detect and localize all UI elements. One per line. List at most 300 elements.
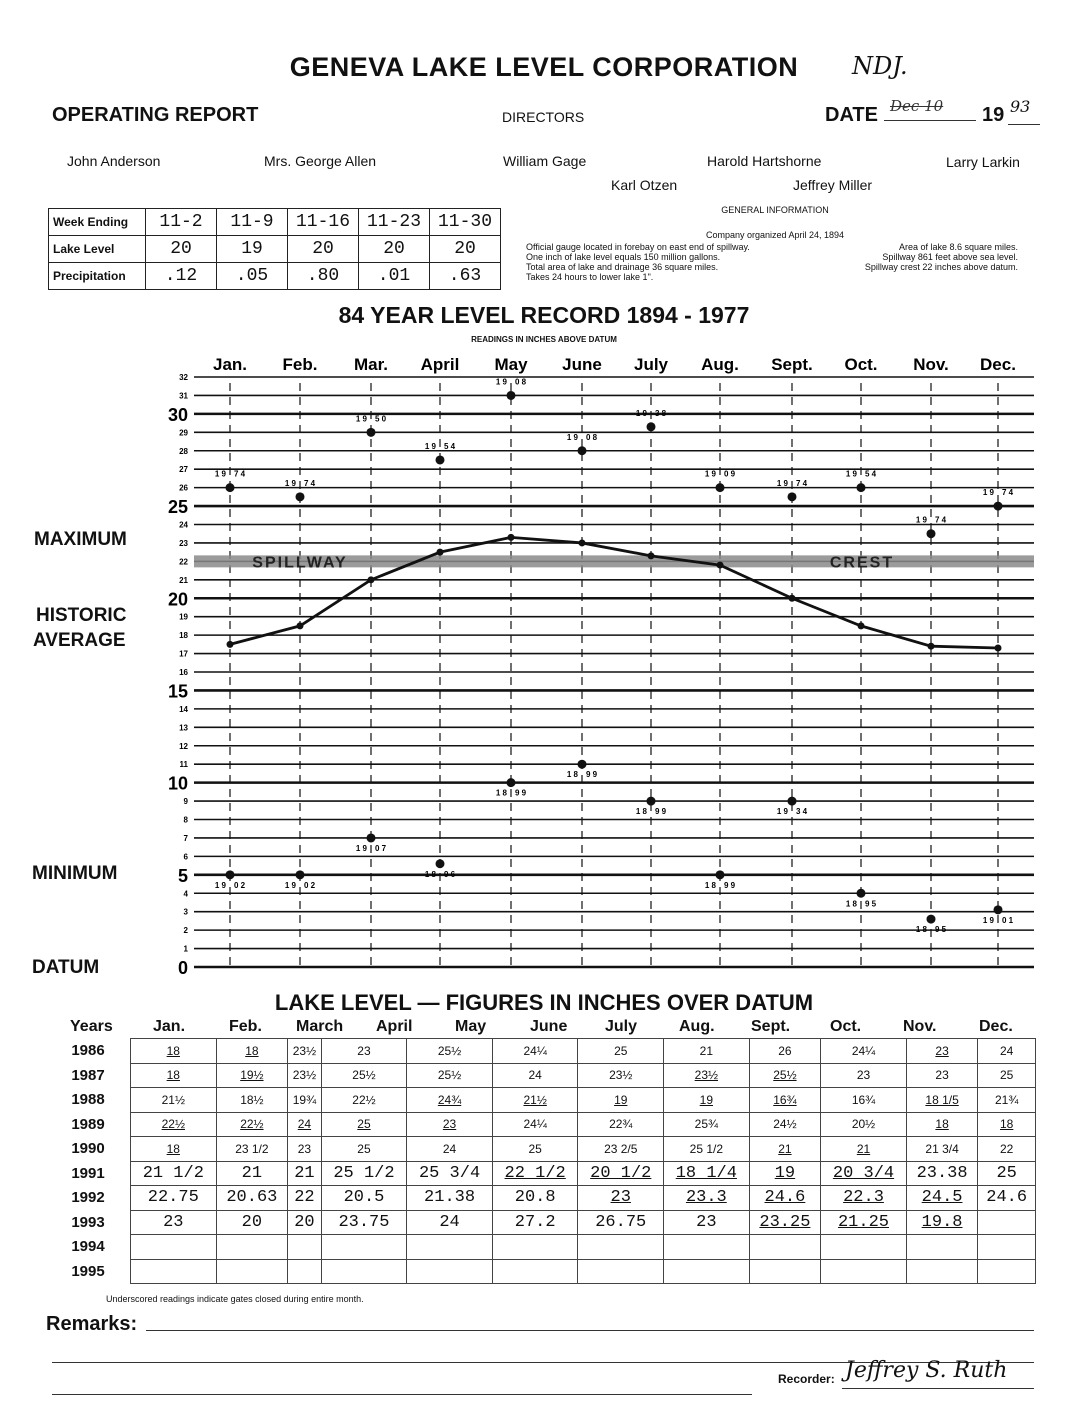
col-header: Nov.: [903, 1018, 937, 1035]
min-point: [436, 859, 445, 868]
y-tick-label: 22: [179, 557, 188, 567]
max-point: [927, 529, 936, 538]
levels-table-title: LAKE LEVEL — FIGURES IN INCHES OVER DATUM: [274, 990, 814, 1015]
table-row: [46, 1112, 1036, 1137]
col-header: June: [530, 1018, 568, 1035]
level-cell: [216, 1112, 288, 1137]
level-value: 21 3/4: [925, 1141, 959, 1156]
level-value: 20.63: [226, 1188, 278, 1208]
level-cell: [407, 1088, 493, 1113]
level-cell: [216, 1137, 288, 1162]
max-point: [436, 455, 445, 464]
month-label: May: [494, 355, 528, 374]
max-year-label: 1 9: [776, 478, 788, 488]
level-cell: [321, 1112, 407, 1137]
level-value: 21: [294, 1163, 315, 1183]
level-value: 18: [935, 1117, 949, 1132]
max-year-label: 1 9: [704, 469, 716, 479]
y-tick-label: 13: [179, 723, 188, 733]
level-value: 24.5: [921, 1188, 963, 1208]
level-cell: [821, 1210, 907, 1235]
level-cell: [407, 1112, 493, 1137]
level-value: 23: [442, 1117, 457, 1132]
year-cell: 1994: [71, 1238, 105, 1256]
level-cell: [288, 1186, 322, 1211]
level-value: 24¼: [523, 1043, 547, 1058]
max-point: [788, 492, 797, 501]
week-ending-cell: 11-2: [146, 209, 217, 236]
level-value: 25½: [437, 1068, 462, 1083]
level-cell: [407, 1063, 493, 1088]
y-tick-label: 32: [179, 373, 188, 382]
month-label: Sept.: [771, 355, 813, 374]
min-point: [647, 797, 656, 806]
level-cell: [407, 1235, 493, 1260]
min-year-label: 9 9: [655, 807, 667, 817]
max-year-label: 3 8: [655, 408, 667, 418]
remarks-line[interactable]: [52, 1394, 752, 1395]
level-cell: [664, 1137, 750, 1162]
y-tick-label: 9: [183, 797, 188, 807]
level-value: 22: [1000, 1141, 1014, 1156]
level-value: 25 3/4: [418, 1163, 481, 1183]
info-line: Takes 24 hours to lower lake 1".: [526, 272, 654, 282]
level-value: 20.8: [514, 1188, 556, 1208]
level-cell: [906, 1088, 978, 1113]
month-label: July: [633, 355, 669, 374]
year-cell: 1986: [71, 1042, 105, 1060]
min-point: [578, 760, 587, 769]
chart-subtitle: READINGS IN INCHES ABOVE DATUM: [471, 335, 617, 344]
col-header: July: [605, 1018, 638, 1035]
level-value: 16¾: [851, 1092, 876, 1107]
level-cell: [664, 1210, 750, 1235]
level-value: 19½: [240, 1068, 264, 1083]
min-year-label: 9 6: [444, 869, 456, 879]
level-value: 24: [1000, 1043, 1014, 1058]
year-cell: 1993: [71, 1213, 105, 1231]
level-cell: [321, 1063, 407, 1088]
level-value: 20 1/2: [590, 1163, 652, 1183]
level-cell: [216, 1161, 288, 1186]
min-point: [296, 870, 305, 879]
min-year-label: 9 5: [865, 899, 877, 909]
min-year-label: 1 9: [214, 880, 226, 890]
min-year-label: 9 9: [586, 770, 598, 780]
y-tick-label: 31: [179, 391, 188, 401]
y-tick-label: 4: [183, 889, 188, 899]
level-value: 23.3: [685, 1188, 727, 1208]
col-header: March: [296, 1018, 344, 1035]
level-cell: [131, 1259, 217, 1284]
max-year-label: 5 4: [865, 469, 877, 479]
level-value: 25: [357, 1141, 371, 1156]
min-year-label: 1 8: [845, 899, 857, 909]
level-value: 21: [699, 1043, 714, 1058]
level-cell: [978, 1088, 1036, 1113]
level-cell: [821, 1186, 907, 1211]
month-label: Aug.: [701, 355, 739, 374]
level-value: 24: [442, 1141, 457, 1156]
director-name: William Gage: [503, 153, 587, 169]
level-cell: [407, 1039, 493, 1064]
year-cell: 1995: [71, 1262, 105, 1280]
level-value: 18 1/4: [675, 1163, 737, 1183]
col-header: Feb.: [229, 1018, 262, 1035]
week-ending-cell: 11-9: [217, 209, 288, 236]
max-year-label: 7 4: [1002, 488, 1014, 498]
level-value: 21 1/2: [142, 1163, 204, 1183]
average-point: [508, 534, 515, 541]
y-tick-label: 7: [183, 833, 188, 843]
remarks-label: Remarks:: [46, 1313, 138, 1335]
level-value: 22½: [352, 1092, 376, 1107]
level-cell: [821, 1063, 907, 1088]
average-point: [297, 622, 304, 629]
level-value: 22.75: [147, 1188, 199, 1208]
precipitation-cell: .01: [359, 263, 430, 290]
min-year-label: 1 9: [982, 915, 994, 925]
average-point: [648, 552, 655, 559]
y-tick-label: 17: [179, 649, 188, 659]
col-header: Jan.: [153, 1018, 186, 1035]
min-year-label: 0 2: [234, 880, 246, 890]
level-value: 24: [439, 1212, 460, 1232]
level-cell: [492, 1039, 578, 1064]
handwritten-note: NDJ.: [852, 52, 908, 80]
directors-label: DIRECTORS: [502, 109, 585, 125]
average-point: [227, 641, 234, 648]
recorder-line: [842, 1388, 1034, 1389]
level-value: 21.25: [837, 1212, 889, 1232]
min-year-label: 0 7: [375, 843, 387, 853]
level-cell: [578, 1137, 664, 1162]
level-cell: [216, 1235, 288, 1260]
director-name: Mrs. George Allen: [264, 153, 377, 169]
crest-label: CREST: [829, 554, 895, 572]
level-cell: [321, 1088, 407, 1113]
table-row: [46, 1210, 1036, 1235]
level-value: 23: [856, 1068, 871, 1083]
level-cell: [664, 1039, 750, 1064]
min-year-label: 9 5: [935, 925, 947, 935]
level-value: 26.75: [595, 1212, 647, 1232]
y-tick-label: 1: [183, 944, 188, 954]
level-cell: [216, 1186, 288, 1211]
level-value: 25: [996, 1163, 1017, 1183]
level-value: 23: [935, 1068, 949, 1083]
level-cell: [321, 1161, 407, 1186]
level-cell: [664, 1235, 750, 1260]
level-value: 23½: [694, 1068, 719, 1083]
max-point: [367, 428, 376, 437]
info-line: Spillway 861 feet above sea level.: [882, 252, 1018, 262]
level-cell: [906, 1210, 978, 1235]
level-value: 23½: [292, 1043, 317, 1058]
table-row: [46, 1186, 1036, 1211]
y-tick-label: 14: [179, 704, 188, 714]
level-cell: [288, 1235, 322, 1260]
y-tick-label: 30: [167, 404, 188, 425]
level-value: 16¾: [773, 1092, 797, 1107]
level-value: 26: [778, 1043, 792, 1058]
y-tick-label: 15: [167, 681, 188, 702]
level-cell: [288, 1088, 322, 1113]
max-year-label: 7 4: [234, 469, 246, 479]
table-row: [46, 1235, 1036, 1260]
level-value: 23: [357, 1043, 371, 1058]
level-value: 21: [778, 1141, 792, 1156]
report-label: OPERATING REPORT: [52, 104, 259, 126]
level-cell: [578, 1235, 664, 1260]
level-cell: [749, 1137, 821, 1162]
max-year-label: 1 9: [915, 515, 927, 525]
max-year-label: 1 9: [355, 414, 367, 424]
level-cell: [216, 1088, 288, 1113]
max-point: [296, 492, 305, 501]
level-cell: [906, 1039, 978, 1064]
y-tick-label: 28: [179, 446, 188, 456]
y-tick-label: 6: [183, 852, 188, 862]
min-year-label: 1 8: [566, 770, 578, 780]
max-year-label: 1 9: [845, 469, 857, 479]
month-label: Nov.: [913, 355, 949, 374]
level-value: 24¾: [437, 1092, 462, 1107]
level-cell: [288, 1063, 322, 1088]
level-value: 24: [528, 1068, 542, 1083]
level-value: 20: [294, 1212, 315, 1232]
min-year-label: 1 9: [284, 880, 296, 890]
table-footnote: Underscored readings indicate gates closed during entire month.: [106, 1294, 364, 1304]
level-cell: [578, 1063, 664, 1088]
level-cell: [906, 1137, 978, 1162]
month-label: June: [562, 355, 602, 374]
max-year-label: 1 9: [214, 469, 226, 479]
level-value: 23: [696, 1212, 717, 1232]
level-value: 19: [614, 1092, 628, 1107]
y-tick-label: 24: [179, 520, 188, 530]
level-value: 23: [935, 1043, 949, 1058]
level-cell: [906, 1161, 978, 1186]
level-value: 21: [856, 1141, 871, 1156]
y-tick-label: 8: [183, 815, 188, 825]
level-value: 23: [297, 1141, 312, 1156]
max-point: [857, 483, 866, 492]
level-cell: [821, 1259, 907, 1284]
level-value: 19: [699, 1092, 714, 1107]
level-cell: [978, 1063, 1036, 1088]
level-cell: [749, 1186, 821, 1211]
max-year-label: 7 4: [304, 478, 316, 488]
month-label: Jan.: [212, 355, 248, 374]
max-year-label: 0 8: [586, 432, 598, 442]
level-value: 22 1/2: [504, 1163, 566, 1183]
max-year-label: 7 4: [796, 478, 808, 488]
level-cell: [492, 1186, 578, 1211]
level-cell: [131, 1235, 217, 1260]
table-row: [46, 1088, 1036, 1113]
level-value: 19¾: [292, 1092, 317, 1107]
level-cell: [978, 1235, 1036, 1260]
level-value: 18½: [240, 1092, 264, 1107]
level-cell: [749, 1161, 821, 1186]
level-cell: [131, 1088, 217, 1113]
level-cell: [407, 1137, 493, 1162]
col-header: Dec.: [979, 1018, 1013, 1035]
historic-label: HISTORIC: [36, 605, 127, 626]
level-cell: [578, 1039, 664, 1064]
level-value: 24.6: [764, 1188, 806, 1208]
table-row: [46, 1137, 1036, 1162]
max-year-label: 5 4: [444, 441, 456, 451]
level-cell: [821, 1088, 907, 1113]
month-label: Oct.: [844, 355, 878, 374]
level-value: 23.75: [338, 1212, 390, 1232]
level-value: 18: [245, 1043, 259, 1058]
level-cell: [492, 1088, 578, 1113]
level-value: 22: [294, 1188, 315, 1208]
y-tick-label: 25: [167, 497, 188, 518]
level-value: 21: [241, 1163, 263, 1183]
level-cell: [978, 1161, 1036, 1186]
min-year-label: 0 2: [304, 880, 316, 890]
level-cell: [288, 1137, 322, 1162]
level-value: 23.25: [759, 1212, 811, 1232]
date-struck: Dec 10: [890, 97, 944, 115]
year-prefix: 19: [982, 104, 1005, 126]
precipitation-cell: .63: [430, 263, 501, 290]
level-value: 21½: [523, 1092, 547, 1107]
col-header: Years: [70, 1018, 113, 1035]
min-point: [857, 889, 866, 898]
max-point: [647, 422, 656, 431]
average-point: [858, 622, 865, 629]
min-year-label: 1 9: [776, 807, 788, 817]
min-point: [367, 833, 376, 842]
level-cell: [492, 1161, 578, 1186]
date-label: DATE: [825, 104, 878, 126]
level-value: 25¾: [694, 1117, 719, 1132]
level-cell: [321, 1039, 407, 1064]
level-value: 24.6: [986, 1188, 1028, 1208]
precipitation-cell: .12: [146, 263, 217, 290]
level-cell: [321, 1235, 407, 1260]
y-tick-label: 10: [167, 773, 188, 794]
average-point: [928, 643, 935, 650]
y-tick-label: 26: [179, 483, 188, 493]
y-tick-label: 2: [183, 926, 188, 936]
level-cell: [978, 1186, 1036, 1211]
level-cell: [131, 1039, 217, 1064]
month-label: Mar.: [353, 355, 389, 374]
general-info-organized: Company organized April 24, 1894: [705, 230, 845, 240]
y-tick-label: 20: [167, 589, 188, 610]
average-point: [437, 549, 444, 556]
level-cell: [749, 1259, 821, 1284]
level-cell: [216, 1259, 288, 1284]
max-year-label: 0 9: [724, 469, 736, 479]
level-cell: [492, 1137, 578, 1162]
level-value: 18: [166, 1141, 180, 1156]
row-label: Lake Level: [49, 236, 146, 263]
level-cell: [664, 1161, 750, 1186]
level-cell: [749, 1235, 821, 1260]
level-cell: [407, 1186, 493, 1211]
level-cell: [978, 1210, 1036, 1235]
max-point: [994, 502, 1003, 511]
y-tick-label: 19: [179, 612, 188, 622]
level-value: 24: [297, 1117, 312, 1132]
row-label: Precipitation: [49, 263, 146, 290]
min-year-label: 1 8: [424, 869, 436, 879]
average-label: AVERAGE: [33, 630, 126, 651]
level-cell: [578, 1088, 664, 1113]
max-point: [226, 483, 235, 492]
average-point: [789, 595, 796, 602]
level-cell: [216, 1210, 288, 1235]
level-cell: [749, 1088, 821, 1113]
max-year-label: 1 9: [424, 441, 436, 451]
level-value: 22½: [161, 1117, 185, 1132]
level-value: 22.3: [843, 1188, 884, 1208]
min-year-label: 1 8: [635, 807, 647, 817]
year-cell: 1992: [71, 1189, 105, 1207]
y-tick-label: 3: [183, 907, 188, 917]
level-cell: [578, 1161, 664, 1186]
datum-label: DATUM: [32, 957, 100, 978]
min-year-label: 1 8: [704, 880, 716, 890]
y-tick-label: 5: [177, 865, 188, 886]
min-point: [507, 778, 516, 787]
y-tick-label: 18: [179, 631, 188, 641]
remarks-line[interactable]: [146, 1330, 1034, 1331]
level-cell: [492, 1210, 578, 1235]
level-value: 21.38: [424, 1188, 476, 1208]
level-value: 25½: [352, 1068, 376, 1083]
table-row: [46, 1039, 1036, 1064]
level-cell: [131, 1186, 217, 1211]
lake-level-cell: 19: [217, 236, 288, 263]
level-value: 25: [528, 1141, 542, 1156]
level-cell: [288, 1039, 322, 1064]
level-value: 25½: [437, 1043, 462, 1058]
col-header: April: [376, 1018, 413, 1035]
level-cell: [821, 1039, 907, 1064]
level-value: 25: [614, 1043, 628, 1058]
level-value: 27.2: [514, 1212, 556, 1232]
info-line: One inch of lake level equals 150 million gallons.: [526, 252, 721, 262]
general-info-heading: GENERAL INFORMATION: [721, 205, 829, 215]
year-suffix: 93: [1010, 97, 1031, 116]
min-year-label: 3 4: [796, 807, 808, 817]
min-point: [927, 915, 936, 924]
level-cell: [131, 1161, 217, 1186]
max-year-label: 1 9: [284, 478, 296, 488]
level-value: 18 1/5: [925, 1092, 959, 1107]
month-label: April: [420, 355, 460, 374]
level-value: 25 1/2: [689, 1141, 724, 1156]
max-point: [507, 391, 516, 400]
lake-level-cell: 20: [146, 236, 217, 263]
level-cell: [288, 1259, 322, 1284]
level-value: 20½: [851, 1117, 876, 1132]
level-cell: [131, 1063, 217, 1088]
level-cell: [131, 1137, 217, 1162]
level-value: 21½: [161, 1092, 185, 1107]
level-value: 23 1/2: [235, 1141, 269, 1156]
lake-level-table: [46, 1038, 1036, 1284]
week-ending-cell: 11-30: [430, 209, 501, 236]
